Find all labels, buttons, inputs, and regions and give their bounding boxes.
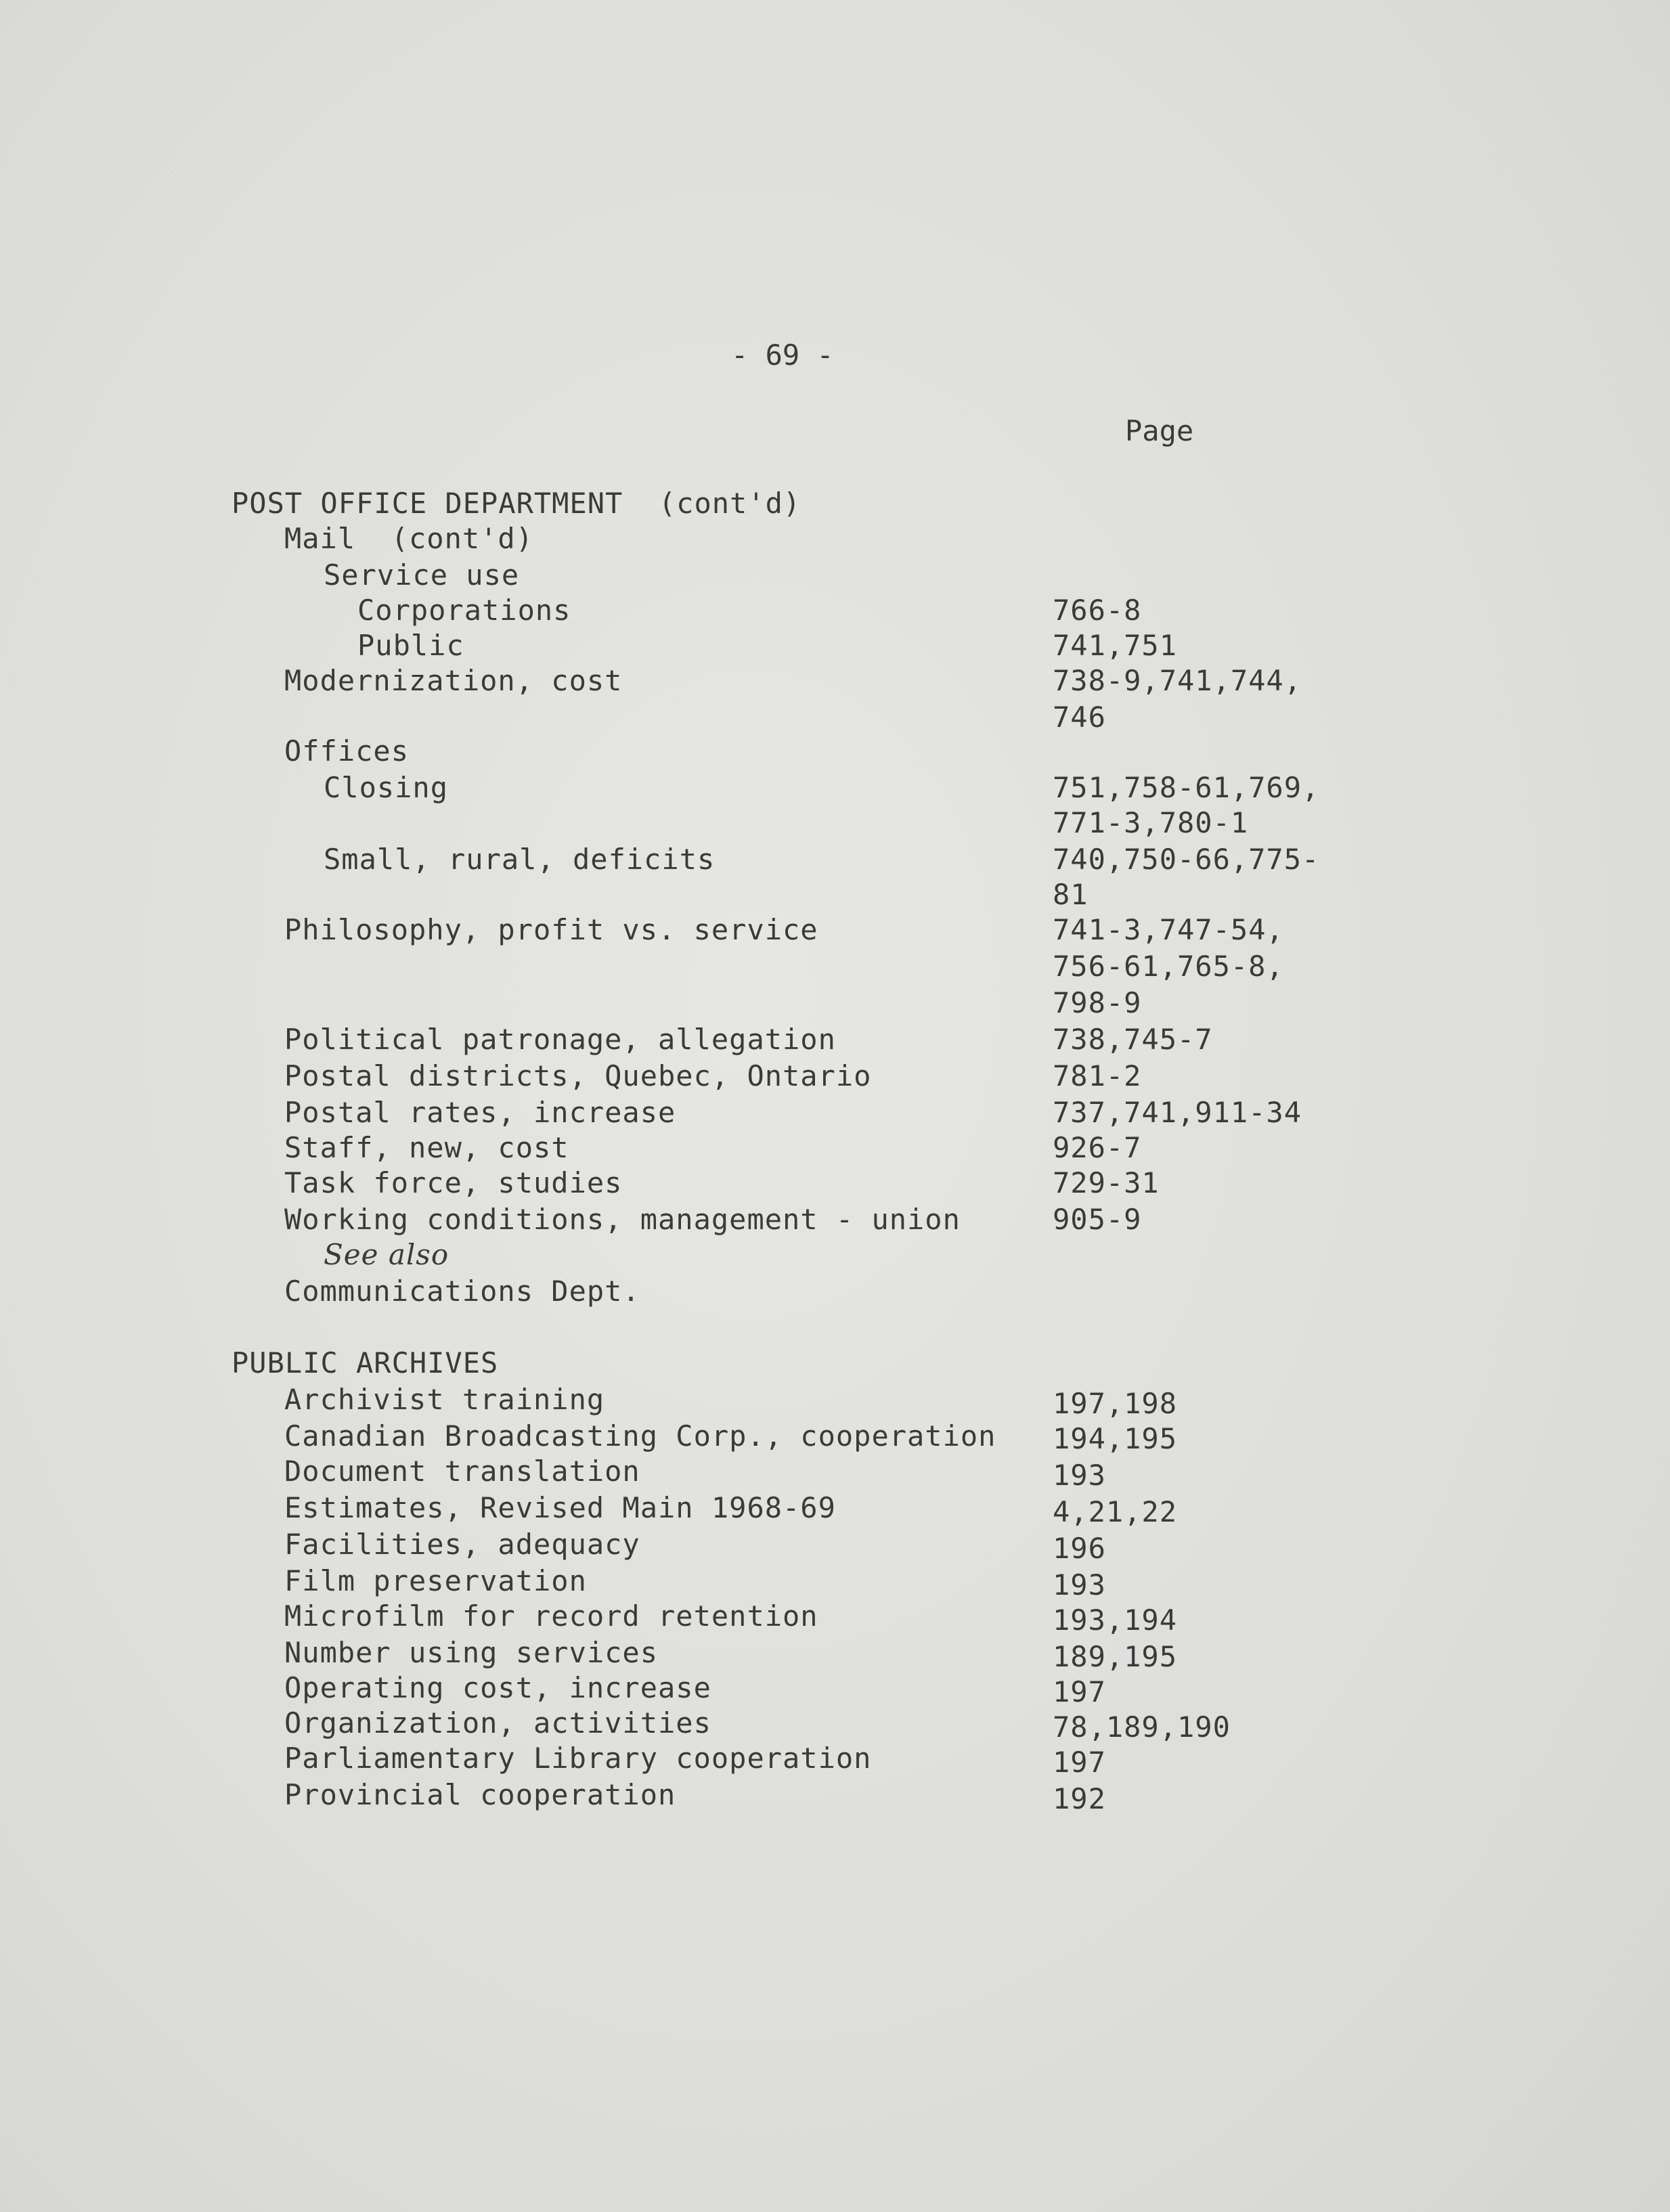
index-pages: 81 xyxy=(1053,878,1089,911)
index-entry: Number using services xyxy=(284,1636,659,1669)
index-entry: Estimates, Revised Main 1968-69 xyxy=(284,1491,836,1524)
index-entry: Political patronage, allegation xyxy=(284,1023,836,1056)
index-pages: 738-9,741,744, xyxy=(1053,664,1302,697)
index-pages: 905-9 xyxy=(1053,1203,1142,1236)
index-pages: 197 xyxy=(1053,1675,1106,1708)
index-entry: Public xyxy=(357,629,464,662)
index-pages: 189,195 xyxy=(1053,1640,1178,1673)
page-number: - 69 - xyxy=(731,338,834,372)
index-pages: 196 xyxy=(1053,1532,1106,1565)
index-pages: 756-61,765-8, xyxy=(1053,950,1284,983)
index-pages: 741-3,747-54, xyxy=(1053,913,1284,946)
index-pages: 4,21,22 xyxy=(1053,1495,1178,1528)
index-pages: 926-7 xyxy=(1053,1131,1142,1164)
index-pages: 197 xyxy=(1053,1746,1106,1779)
index-entry: Small, rural, deficits xyxy=(324,843,716,876)
index-entry: Operating cost, increase xyxy=(284,1671,711,1704)
index-heading-public-archives: PUBLIC ARCHIVES xyxy=(232,1346,499,1379)
index-pages: 193 xyxy=(1053,1459,1106,1492)
index-entry: Postal districts, Quebec, Ontario xyxy=(284,1059,872,1092)
index-entry: Microfilm for record retention xyxy=(284,1599,818,1633)
index-entry: Postal rates, increase xyxy=(284,1096,676,1129)
index-pages: 78,189,190 xyxy=(1053,1710,1231,1744)
index-pages: 771-3,780-1 xyxy=(1053,806,1249,839)
page-column-header: Page xyxy=(1125,414,1194,447)
index-entry: Communications Dept. xyxy=(284,1275,640,1308)
index-entry: Mail (cont'd) xyxy=(284,522,534,555)
index-entry: Provincial cooperation xyxy=(284,1778,676,1811)
index-entry: Staff, new, cost xyxy=(284,1131,569,1164)
index-entry: Service use xyxy=(324,558,520,592)
index-pages: 741,751 xyxy=(1053,629,1178,662)
index-entry: Working conditions, management - union xyxy=(284,1203,961,1236)
index-pages: 746 xyxy=(1053,701,1106,734)
index-pages: 766-8 xyxy=(1053,594,1142,627)
index-pages: 751,758-61,769, xyxy=(1053,771,1320,804)
index-entry: Archivist training xyxy=(284,1383,605,1416)
index-pages: 194,195 xyxy=(1053,1422,1178,1455)
index-entry: Modernization, cost xyxy=(284,664,623,697)
index-entry: Organization, activities xyxy=(284,1706,711,1740)
index-entry: Corporations xyxy=(357,594,571,627)
index-entry: Philosophy, profit vs. service xyxy=(284,913,818,946)
index-entry: Film preservation xyxy=(284,1564,587,1597)
index-pages: 738,745-7 xyxy=(1053,1023,1213,1056)
index-entry: Canadian Broadcasting Corp., cooperation xyxy=(284,1419,996,1453)
index-entry: Task force, studies xyxy=(284,1166,623,1199)
index-pages: 197,198 xyxy=(1053,1387,1178,1420)
see-also-label: See also xyxy=(324,1238,449,1271)
index-pages: 192 xyxy=(1053,1782,1106,1815)
index-entry: Offices xyxy=(284,734,410,768)
index-pages: 193 xyxy=(1053,1568,1106,1601)
index-pages: 740,750-66,775- xyxy=(1053,843,1320,876)
index-pages: 781-2 xyxy=(1053,1059,1142,1092)
index-entry: Closing xyxy=(324,771,449,804)
index-pages: 737,741,911-34 xyxy=(1053,1096,1302,1129)
index-entry: Document translation xyxy=(284,1455,640,1488)
index-entry: Facilities, adequacy xyxy=(284,1528,640,1561)
index-pages: 798-9 xyxy=(1053,986,1142,1019)
index-entry: Parliamentary Library cooperation xyxy=(284,1742,872,1775)
index-heading-post-office: POST OFFICE DEPARTMENT (cont'd) xyxy=(232,487,801,520)
index-pages: 729-31 xyxy=(1053,1166,1160,1199)
index-pages: 193,194 xyxy=(1053,1603,1178,1637)
